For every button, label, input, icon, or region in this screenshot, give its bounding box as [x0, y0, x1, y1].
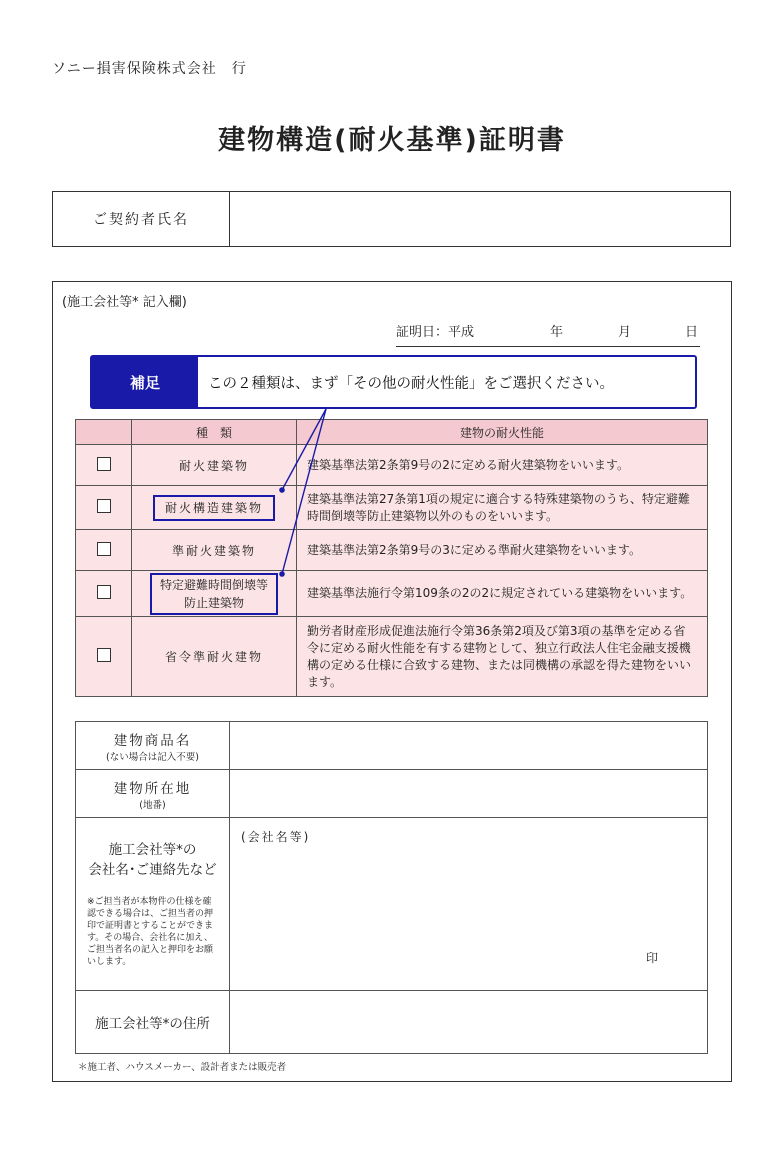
supplement-text: この２種類は、まず「その他の耐火性能」をご選択ください。 — [208, 375, 614, 392]
type-desc: 勤労者財産形成促進法施行令第36条第2項及び第3項の基準を定める省令に定める耐火性能を有する建物として、独立行政法人住宅金融支援機構の定める仕様に合致する建物、または同機構の承認を得た建物をいいます。 — [297, 617, 708, 697]
product-name-label — [76, 722, 230, 770]
company-label-line2: 会社名･ご連絡先など — [88, 862, 217, 878]
company-label-line1: 施工会社等*の — [108, 842, 197, 858]
type-name: 耐火建築物 — [132, 445, 297, 486]
type-name: 省令準耐火建物 — [132, 617, 297, 697]
location-sub: (地番) — [139, 799, 166, 811]
company-label — [76, 818, 230, 991]
address-label: 施工会社等*の住所 — [76, 991, 230, 1054]
location-title: 建物所在地 — [113, 780, 192, 797]
type-desc: 建築基準法施行令第109条の2の2に規定されている建築物をいいます。 — [297, 571, 708, 617]
supplement-label: 補足 — [92, 357, 198, 407]
page-title: 建物構造(耐火基準)証明書 — [218, 125, 566, 156]
cert-date-month-label: 月 — [618, 325, 632, 340]
table-row — [76, 818, 708, 991]
section-label: (施工会社等* 記入欄) — [62, 295, 187, 310]
cert-date-label: 証明日：平成 — [396, 325, 475, 340]
location-label — [76, 770, 230, 818]
cert-date-year-label: 年 — [550, 325, 564, 340]
footnote: ＊施工者、ハウスメーカー、設計者または販売者 — [78, 1062, 287, 1073]
cert-date-day-label: 日 — [685, 325, 699, 340]
table-row — [76, 722, 708, 770]
table-row — [76, 770, 708, 818]
type-name-line2: 防止建築物 — [183, 595, 244, 610]
table-header-type: 種 類 — [132, 420, 297, 445]
contract-name-label: ご契約者氏名 — [53, 192, 230, 246]
location-field[interactable] — [230, 770, 708, 818]
highlighted-type-name: 耐火構造建築物 — [153, 495, 275, 521]
table-header-performance: 建物の耐火性能 — [297, 420, 708, 445]
type-name: 準耐火建築物 — [132, 530, 297, 571]
address-field[interactable] — [230, 991, 708, 1054]
type-desc: 建築基準法第2条第9号の3に定める準耐火建築物をいいます。 — [297, 530, 708, 571]
building-info-table — [75, 721, 708, 1054]
seal-mark: 印 — [646, 951, 659, 965]
type-name-line1: 特定避難時間倒壊等 — [159, 577, 268, 592]
addressee: ソニー損害保険株式会社 行 — [52, 61, 247, 77]
connector-line-2 — [282, 409, 326, 574]
connector-dot-2 — [279, 571, 285, 577]
company-note: ※ご担当者が本物件の仕様を確認できる場合は、ご担当者の押印で証明書とすることができます。その場合、会社名に加え、ご担当者名の記入と押印をお願いします。 — [87, 897, 214, 967]
connector-line-1 — [282, 409, 326, 490]
table-row — [76, 991, 708, 1054]
connector-dot-1 — [279, 487, 285, 493]
type-desc: 建築基準法第2条第9号の2に定める耐火建築物をいいます。 — [297, 445, 708, 486]
product-name-title: 建物商品名 — [113, 732, 192, 749]
product-name-sub: (ない場合は記入不要) — [106, 751, 199, 763]
product-name-field[interactable] — [230, 722, 708, 770]
company-name-label: (会社名等) — [241, 830, 311, 844]
type-desc: 建築基準法第27条第1項の規定に適合する特殊建築物のうち、特定避難時間倒壊等防止建築物以外のものをいいます。 — [297, 486, 708, 530]
